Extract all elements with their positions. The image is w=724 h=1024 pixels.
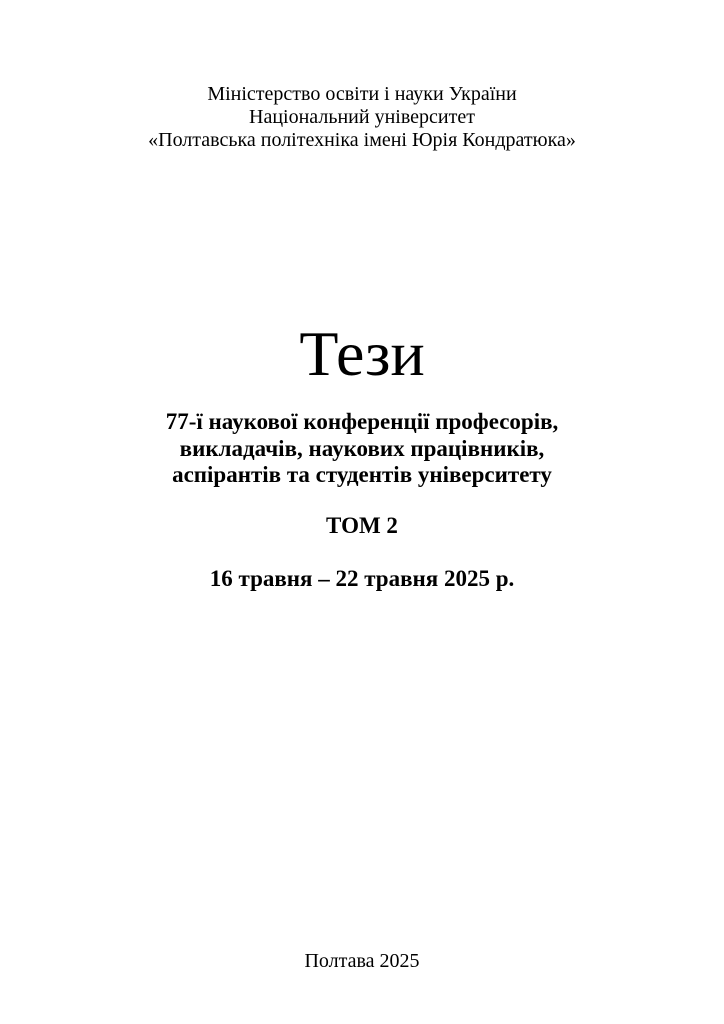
- document-title: Тези: [299, 318, 425, 389]
- institution-header: [0, 83, 724, 152]
- university-name-line: «Полтавська політехніка імені Юрія Кондратюка»: [148, 129, 576, 151]
- university-type-line: Національний університет: [249, 106, 475, 128]
- subtitle-line-3: аспірантів та студентів університету: [172, 462, 552, 487]
- conference-dates: 16 травня – 22 травня 2025 р.: [209, 566, 515, 591]
- subtitle-line-2: викладачів, наукових працівників,: [179, 435, 545, 461]
- subtitle-line-1: 77-ї наукової конференції професорів,: [165, 409, 559, 434]
- volume-label: ТОМ 2: [326, 513, 398, 538]
- ministry-line: Міністерство освіти і науки України: [207, 83, 517, 105]
- place-and-year: Полтава 2025: [304, 950, 420, 972]
- conference-subtitle: [0, 409, 724, 489]
